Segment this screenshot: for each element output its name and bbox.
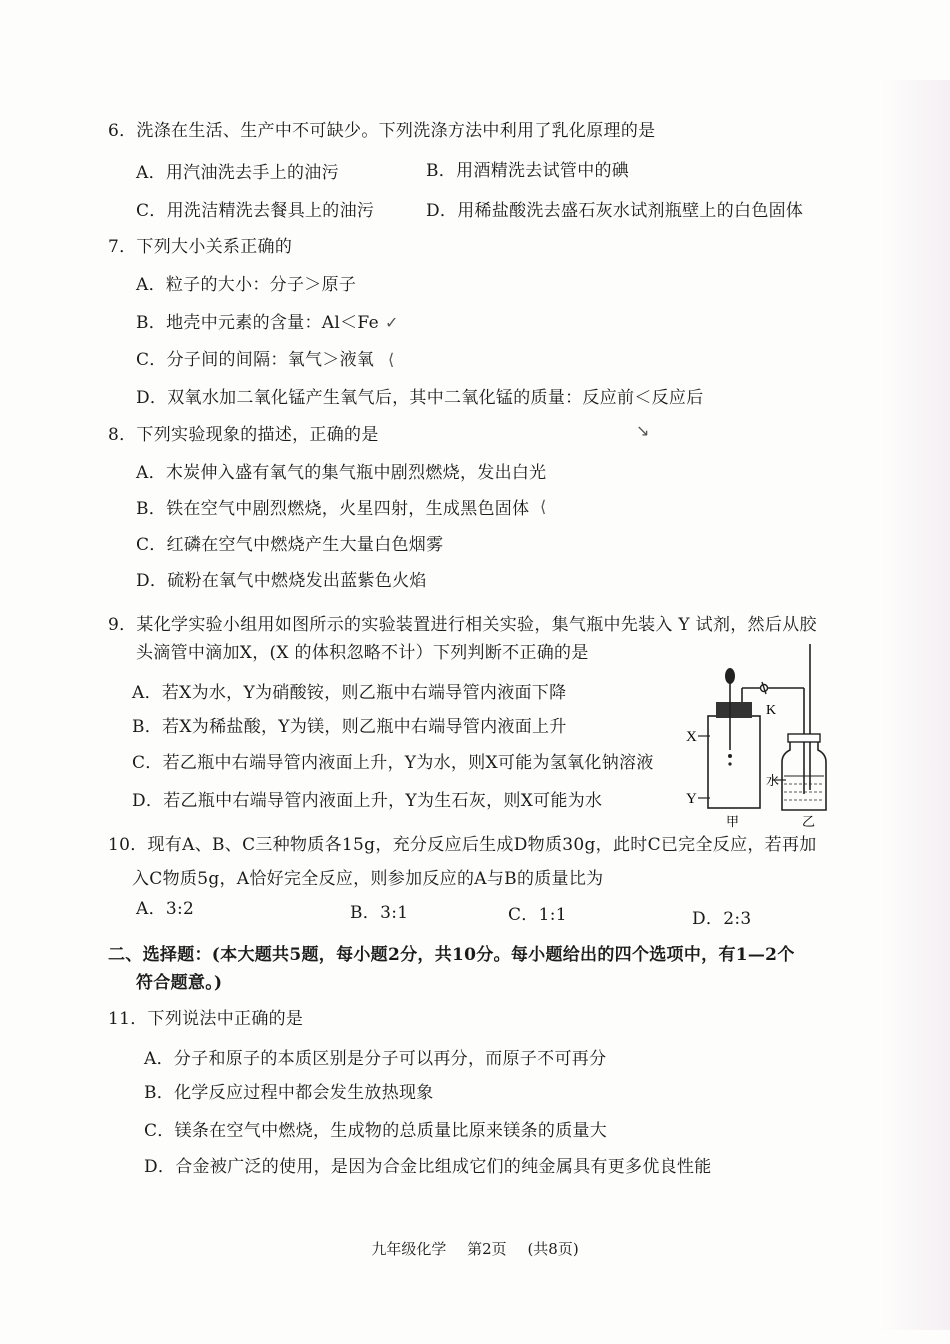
q6-stem: 6．洗涤在生活、生产中不可缺少。下列洗涤方法中利用了乳化原理的是	[108, 121, 656, 141]
footer-subject: 九年级化学	[371, 1240, 447, 1258]
q10-stem-line2: 入C物质5g，A恰好完全反应，则参加反应的A与B的质量比为	[132, 869, 604, 889]
fig-label-water: 水	[766, 774, 780, 789]
pen-stroke-icon: ↘	[636, 421, 650, 440]
q10-stem-line1: 10．现有A、B、C三种物质各15g，充分反应后生成D物质30g，此时C已完全反应，若再加	[108, 835, 817, 855]
pen-mark-icon: ⟨	[540, 497, 547, 516]
q9-option-a: A．若X为水，Y为硝酸铵，则乙瓶中右端导管内液面下降	[132, 683, 567, 703]
footer-page-number: 第2页	[467, 1240, 507, 1258]
q8-option-b: B．铁在空气中剧烈燃烧，火星四射，生成黑色固体	[136, 499, 530, 519]
q6-option-b: B．用酒精洗去试管中的碘	[426, 161, 630, 181]
scan-edge-shadow	[880, 80, 950, 1330]
q10-option-b: B．3:1	[350, 903, 409, 923]
q11-option-a: A．分子和原子的本质区别是分子可以再分，而原子不可再分	[144, 1049, 607, 1069]
q9-apparatus-diagram	[686, 640, 836, 830]
q7-option-b: B．地壳中元素的含量：Al＜Fe	[136, 313, 379, 333]
q10-option-d: D．2:3	[692, 909, 752, 929]
q9-stem-line1: 9．某化学实验小组用如图所示的实验装置进行相关实验，集气瓶中先装入 Y 试剂，然后从胶	[108, 615, 817, 635]
q6-option-c: C．用洗洁精洗去餐具上的油污	[136, 201, 375, 221]
fig-label-k: K	[766, 703, 777, 718]
q7-option-c: C．分子间的间隔：氧气＞液氧	[136, 350, 375, 370]
q6-option-d: D．用稀盐酸洗去盛石灰水试剂瓶壁上的白色固体	[426, 201, 804, 221]
page-footer	[0, 1238, 950, 1259]
q7-stem: 7．下列大小关系正确的	[108, 237, 293, 257]
q9-stem-line2: 头滴管中滴加X，(X 的体积忽略不计）下列判断不正确的是	[136, 643, 589, 663]
apparatus-drawing	[686, 640, 836, 830]
q7-option-d: D．双氧水加二氧化锰产生氧气后，其中二氧化锰的质量：反应前＜反应后	[136, 388, 704, 408]
q11-option-d: D．合金被广泛的使用，是因为合金比组成它们的纯金属具有更多优良性能	[144, 1157, 712, 1177]
q8-option-d: D．硫粉在氧气中燃烧发出蓝紫色火焰	[136, 571, 427, 591]
q11-stem: 11．下列说法中正确的是	[108, 1009, 304, 1029]
fig-label-yi: 乙	[802, 815, 816, 830]
q8-option-c: C．红磷在空气中燃烧产生大量白色烟雾	[136, 535, 444, 555]
q9-option-d: D．若乙瓶中右端导管内液面上升，Y为生石灰，则X可能为水	[132, 791, 603, 811]
section2-heading-line1: 二、选择题：(本大题共5题，每小题2分，共10分。每小题给出的四个选项中，有1—2个	[108, 945, 795, 965]
q8-stem: 8．下列实验现象的描述，正确的是	[108, 425, 379, 445]
q9-option-b: B．若X为稀盐酸，Y为镁，则乙瓶中右端导管内液面上升	[132, 717, 567, 737]
fig-label-x: X	[686, 729, 697, 745]
q10-option-a: A．3:2	[136, 899, 195, 919]
pen-mark-icon: ⟨	[388, 350, 395, 369]
q11-option-b: B．化学反应过程中都会发生放热现象	[144, 1083, 434, 1103]
q8-option-a: A．木炭伸入盛有氧气的集气瓶中剧烈燃烧，发出白光	[136, 463, 547, 483]
q10-option-c: C．1:1	[508, 905, 567, 925]
check-mark-icon: ✓	[385, 313, 399, 332]
fig-label-y: Y	[686, 791, 697, 807]
q7-option-a: A．粒子的大小：分子＞原子	[136, 275, 357, 295]
footer-total-pages: (共8页)	[527, 1240, 579, 1258]
q6-option-a: A．用汽油洗去手上的油污	[136, 163, 339, 183]
fig-label-jia: 甲	[726, 815, 740, 830]
q11-option-c: C．镁条在空气中燃烧，生成物的总质量比原来镁条的质量大	[144, 1121, 608, 1141]
section2-heading-line2: 符合题意。)	[136, 973, 223, 993]
q9-option-c: C．若乙瓶中右端导管内液面上升，Y为水，则X可能为氢氧化钠溶液	[132, 753, 654, 773]
